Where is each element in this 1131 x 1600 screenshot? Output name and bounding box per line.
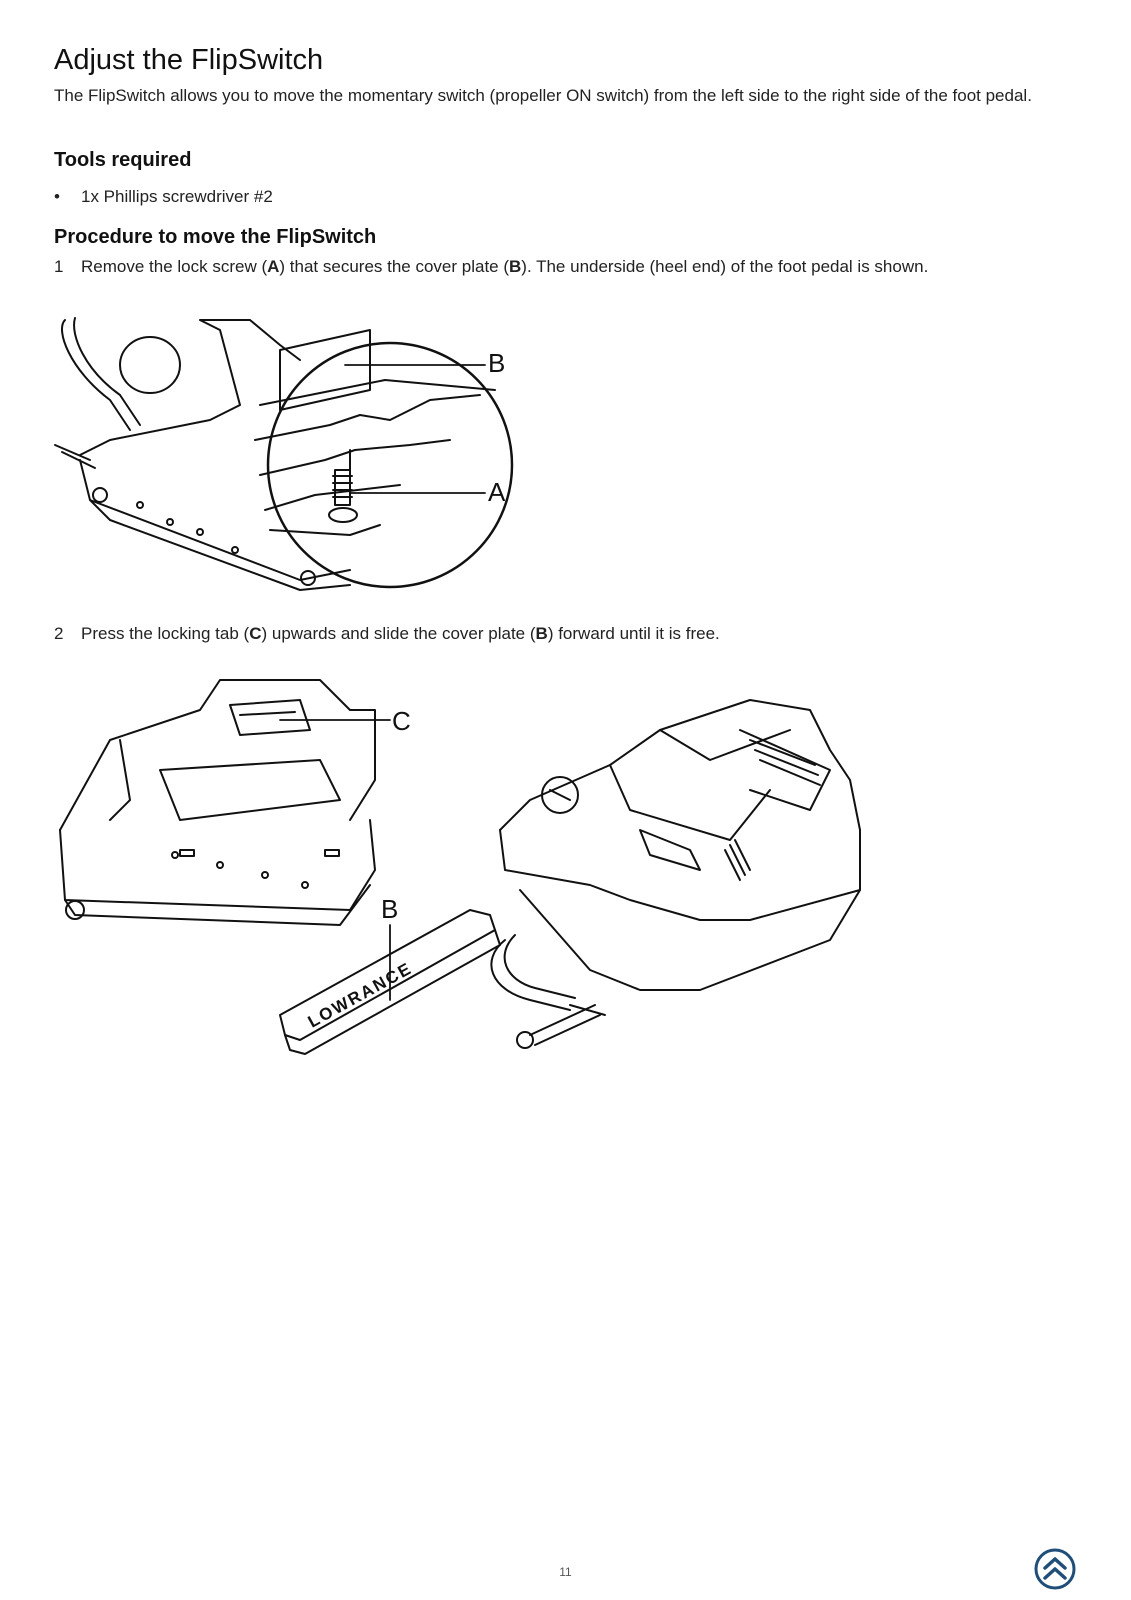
- lock-screw-icon: [329, 470, 357, 522]
- callout-ref: B: [509, 257, 522, 276]
- step-text: [81, 257, 928, 277]
- step-text: [81, 624, 720, 644]
- step-text-part: Press the locking tab (: [81, 624, 250, 643]
- callout-ref: B: [535, 624, 548, 643]
- callout-ref: A: [267, 257, 280, 276]
- detail-marker: [120, 337, 180, 393]
- step-text-part: ) forward until it is free.: [547, 624, 720, 643]
- cable-line: [491, 940, 570, 1010]
- pedal-outline: [80, 320, 300, 455]
- callout-a: A: [488, 477, 506, 507]
- pedal-left-view: [60, 680, 375, 925]
- list-item: [54, 187, 273, 207]
- tools-list: [54, 187, 273, 207]
- foot-icon: [93, 488, 107, 502]
- page-number: 11: [559, 1565, 572, 1579]
- procedure-heading: Procedure to move the FlipSwitch: [54, 226, 377, 248]
- step-number: 1: [54, 257, 64, 276]
- chevron-double-up-icon: [1034, 1548, 1076, 1590]
- step-1: [54, 257, 928, 277]
- step-text-part: ) upwards and slide the cover plate (: [261, 624, 536, 643]
- step-text-part: ). The underside (heel end) of the foot pedal is shown.: [521, 257, 929, 276]
- tool-item-text: 1x Phillips screwdriver #2: [81, 187, 273, 206]
- intro-text: The FlipSwitch allows you to move the momentary switch (propeller ON switch) from the left side to the right side of the foot pedal.: [54, 86, 1032, 105]
- wheel-icon: [66, 901, 84, 919]
- step-text-part: ) that secures the cover plate (: [279, 257, 510, 276]
- figure-cover-plate: [50, 670, 880, 1070]
- callout-ref: C: [249, 624, 262, 643]
- figure-lock-screw: [50, 300, 550, 610]
- back-to-top-button[interactable]: [1034, 1548, 1076, 1590]
- cover-plate-text: LOWRANCE: [304, 958, 416, 1032]
- cable-line: [62, 320, 130, 430]
- callout-b: B: [488, 348, 506, 378]
- pedal-right-view: [491, 700, 860, 1048]
- bullet-icon: •: [54, 187, 60, 206]
- callout-c: C: [392, 706, 411, 736]
- step-2: [54, 624, 720, 644]
- pedal-base-edge: [80, 460, 350, 580]
- step-text-part: Remove the lock screw (: [81, 257, 268, 276]
- page-title: Adjust the FlipSwitch: [54, 44, 324, 76]
- tools-heading: Tools required: [54, 149, 192, 171]
- callout-b: B: [381, 894, 399, 924]
- step-number: 2: [54, 624, 64, 643]
